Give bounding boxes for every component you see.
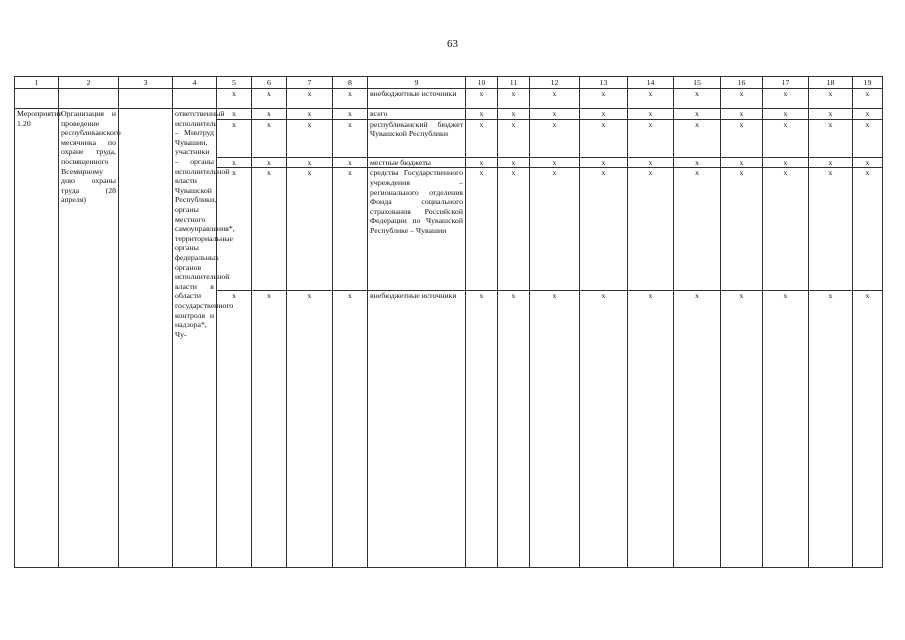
cell-mark: x	[530, 290, 580, 567]
cell-mark: x	[763, 290, 809, 567]
column-number: 17	[763, 77, 809, 89]
event-executor: ответственный исполнитель – Минтруд Чувашии, участники – органы исполнительной власти Чувашской Республики, органы местного самоуправления*, территориальные органы федеральных органов исполнительной власти в области государственного контроля и надзора*, Чу-	[173, 109, 217, 568]
cell-mark: x	[674, 157, 721, 168]
cell-mark: x	[252, 157, 287, 168]
cell-mark: x	[580, 119, 628, 157]
cell-mark: x	[252, 89, 287, 109]
cell-mark: x	[674, 168, 721, 290]
cell-mark: x	[466, 119, 498, 157]
cell-mark: x	[674, 89, 721, 109]
cell-mark: x	[287, 168, 333, 290]
cell-mark: x	[217, 89, 252, 109]
cell-mark: x	[252, 119, 287, 157]
cell-mark: x	[628, 89, 674, 109]
column-number: 10	[466, 77, 498, 89]
column-number: 9	[368, 77, 466, 89]
cell-mark: x	[333, 109, 368, 120]
column-number-row	[15, 77, 883, 89]
cell-mark: x	[628, 119, 674, 157]
empty-cell	[15, 89, 59, 109]
cell-mark: x	[853, 290, 883, 567]
cell-mark: x	[809, 290, 853, 567]
cell-mark: x	[333, 157, 368, 168]
cell-mark: x	[217, 157, 252, 168]
cell-mark: x	[721, 89, 763, 109]
cell-mark: x	[580, 290, 628, 567]
funding-source: республиканский бюджет Чувашской Республики	[368, 119, 466, 157]
cell-mark: x	[580, 89, 628, 109]
column-number: 5	[217, 77, 252, 89]
cell-mark: x	[721, 109, 763, 120]
cell-mark: x	[721, 168, 763, 290]
cell-mark: x	[628, 168, 674, 290]
column-number: 11	[498, 77, 530, 89]
cell-mark: x	[498, 168, 530, 290]
cell-mark: x	[721, 119, 763, 157]
cell-mark: x	[628, 109, 674, 120]
column-number: 7	[287, 77, 333, 89]
cell-mark: x	[530, 157, 580, 168]
cell-mark: x	[287, 89, 333, 109]
cell-mark: x	[530, 168, 580, 290]
cell-mark: x	[498, 89, 530, 109]
cell-mark: x	[498, 119, 530, 157]
cell-mark: x	[763, 119, 809, 157]
cell-mark: x	[217, 168, 252, 290]
event-name: Организация и проведение республиканского месячника по охране труда, посвященного Всемирному дню охраны труда (28 апреля)	[59, 109, 119, 568]
cell-mark: x	[333, 168, 368, 290]
cell-mark: x	[763, 89, 809, 109]
cell-mark: x	[674, 119, 721, 157]
funding-source: местные бюджеты	[368, 157, 466, 168]
cell-mark: x	[498, 109, 530, 120]
funding-source: средства Государственного учреждения – регионального отделения Фонда социального страхования Российской Федерации по Чувашской Республике – Чувашии	[368, 168, 466, 290]
cell-mark: x	[217, 290, 252, 567]
cell-mark: x	[217, 119, 252, 157]
cell-mark: x	[674, 290, 721, 567]
cell-mark: x	[498, 157, 530, 168]
cell-mark: x	[252, 290, 287, 567]
cell-mark: x	[763, 109, 809, 120]
event-number: Мероприятие 1.20	[15, 109, 59, 568]
cell-mark: x	[466, 109, 498, 120]
cell-mark: x	[252, 109, 287, 120]
cell-mark: x	[252, 168, 287, 290]
empty-cell	[119, 89, 173, 109]
cell-mark: x	[530, 89, 580, 109]
funding-row	[15, 109, 883, 120]
cell-mark: x	[721, 157, 763, 168]
cell-mark: x	[530, 119, 580, 157]
event-period	[119, 109, 173, 568]
cell-mark: x	[853, 157, 883, 168]
cell-mark: x	[853, 109, 883, 120]
cell-mark: x	[287, 119, 333, 157]
cell-mark: x	[853, 119, 883, 157]
column-number: 13	[580, 77, 628, 89]
column-number: 16	[721, 77, 763, 89]
column-number: 4	[173, 77, 217, 89]
column-number: 2	[59, 77, 119, 89]
cell-mark: x	[498, 290, 530, 567]
cell-mark: x	[763, 157, 809, 168]
funding-source: внебюджетные источники	[368, 89, 466, 109]
cell-mark: x	[287, 290, 333, 567]
page-number: 63	[447, 38, 458, 50]
cell-mark: x	[580, 109, 628, 120]
cell-mark: x	[809, 119, 853, 157]
cell-mark: x	[530, 109, 580, 120]
cell-mark: x	[580, 157, 628, 168]
cell-mark: x	[466, 157, 498, 168]
cell-mark: x	[674, 109, 721, 120]
cell-mark: x	[466, 290, 498, 567]
cell-mark: x	[628, 157, 674, 168]
cell-mark: x	[809, 109, 853, 120]
cell-mark: x	[809, 89, 853, 109]
column-number: 1	[15, 77, 59, 89]
cell-mark: x	[333, 119, 368, 157]
column-number: 6	[252, 77, 287, 89]
column-number: 8	[333, 77, 368, 89]
funding-source: внебюджетные источники	[368, 290, 466, 567]
cell-mark: x	[628, 290, 674, 567]
cell-mark: x	[721, 290, 763, 567]
column-number: 14	[628, 77, 674, 89]
cell-mark: x	[466, 89, 498, 109]
cell-mark: x	[333, 290, 368, 567]
prev-event-row	[15, 89, 883, 109]
empty-cell	[59, 89, 119, 109]
column-number: 3	[119, 77, 173, 89]
cell-mark: x	[287, 157, 333, 168]
empty-cell	[173, 89, 217, 109]
cell-mark: x	[287, 109, 333, 120]
cell-mark: x	[217, 109, 252, 120]
column-number: 18	[809, 77, 853, 89]
cell-mark: x	[763, 168, 809, 290]
cell-mark: x	[853, 168, 883, 290]
column-number: 19	[853, 77, 883, 89]
cell-mark: x	[466, 168, 498, 290]
funding-source: всего	[368, 109, 466, 120]
column-number: 15	[674, 77, 721, 89]
cell-mark: x	[333, 89, 368, 109]
column-number: 12	[530, 77, 580, 89]
cell-mark: x	[853, 89, 883, 109]
cell-mark: x	[809, 168, 853, 290]
program-table	[14, 76, 883, 568]
cell-mark: x	[580, 168, 628, 290]
cell-mark: x	[809, 157, 853, 168]
